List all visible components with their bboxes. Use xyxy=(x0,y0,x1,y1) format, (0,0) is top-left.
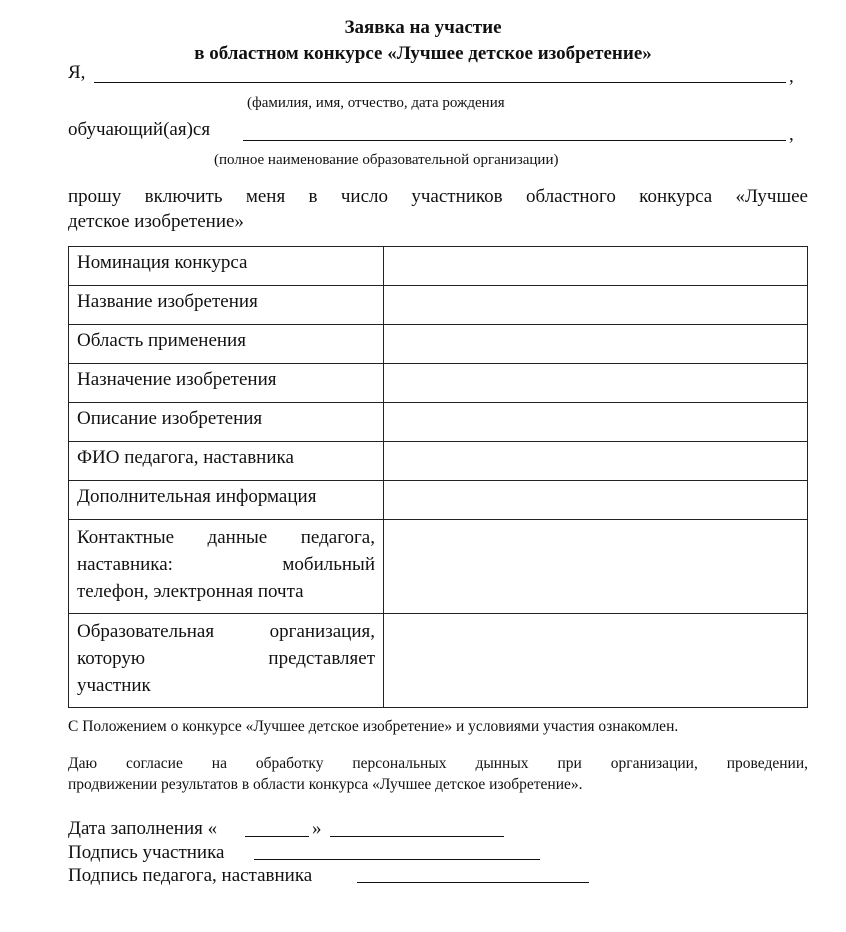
table-row xyxy=(69,442,808,481)
table-row xyxy=(69,247,808,286)
table-row xyxy=(69,520,808,614)
row-value-description[interactable] xyxy=(384,403,808,442)
date-label: Дата заполнения « xyxy=(68,818,218,839)
row-value-additional-info[interactable] xyxy=(384,481,808,520)
participant-signature-label: Подпись участника xyxy=(68,842,225,863)
table-row xyxy=(69,403,808,442)
acknowledgement-text: С Положением о конкурсе «Лучшее детское изобретение» и условиями участия ознакомлен. xyxy=(68,718,679,735)
row-label-invention-name: Название изобретения xyxy=(69,286,384,325)
consent-line-2: продвижении результатов в области конкурса «Лучшее детское изобретение». xyxy=(68,776,583,793)
date-close-quote: » xyxy=(312,818,322,839)
row-label-contact xyxy=(69,520,384,614)
contact-label-line-1: Контактные данные педагога, xyxy=(77,527,375,548)
row-value-mentor-name[interactable] xyxy=(384,442,808,481)
organization-label-line-1: Образовательная организация, xyxy=(77,621,375,642)
applicant-comma: , xyxy=(789,66,794,87)
mentor-signature-field[interactable] xyxy=(357,882,589,883)
consent-line-1: Даю согласие на обработку персональных дынных при организации, проведении, xyxy=(68,755,808,772)
row-value-nomination[interactable] xyxy=(384,247,808,286)
row-value-purpose[interactable] xyxy=(384,364,808,403)
table-row xyxy=(69,481,808,520)
school-prefix: обучающий(ая)ся xyxy=(68,119,211,140)
row-label-purpose: Назначение изобретения xyxy=(69,364,384,403)
request-line-1: прошу включить меня в число участников областного конкурса «Лучшее xyxy=(68,186,808,207)
table-row xyxy=(69,286,808,325)
table-row xyxy=(69,614,808,708)
table-row xyxy=(69,325,808,364)
applicant-prefix: Я, xyxy=(68,62,86,83)
row-label-mentor-name: ФИО педагога, наставника xyxy=(69,442,384,481)
row-value-contact[interactable] xyxy=(384,520,808,614)
row-value-invention-name[interactable] xyxy=(384,286,808,325)
row-value-organization[interactable] xyxy=(384,614,808,708)
contact-label-line-3: телефон, электронная почта xyxy=(77,581,304,602)
contact-label-line-2: наставника: мобильный xyxy=(77,554,375,575)
row-label-nomination: Номинация конкурса xyxy=(69,247,384,286)
mentor-signature-label: Подпись педагога, наставника xyxy=(68,865,313,886)
date-month-year-field[interactable] xyxy=(330,836,504,837)
applicant-name-field[interactable] xyxy=(94,82,786,83)
applicant-caption: (фамилия, имя, отчество, дата рождения xyxy=(247,95,505,111)
row-label-description: Описание изобретения xyxy=(69,403,384,442)
form-title: Заявка на участие xyxy=(344,17,502,38)
request-line-2: детское изобретение» xyxy=(68,211,244,232)
row-label-organization xyxy=(69,614,384,708)
school-name-field[interactable] xyxy=(243,140,786,141)
row-label-additional-info: Дополнительная информация xyxy=(69,481,384,520)
school-comma: , xyxy=(789,124,794,145)
row-value-application-area[interactable] xyxy=(384,325,808,364)
school-caption: (полное наименование образовательной организации) xyxy=(214,152,559,168)
table-row xyxy=(69,364,808,403)
participant-signature-field[interactable] xyxy=(254,859,540,860)
application-table xyxy=(68,246,808,708)
row-label-application-area: Область применения xyxy=(69,325,384,364)
date-day-field[interactable] xyxy=(245,836,309,837)
organization-label-line-3: участник xyxy=(77,675,151,696)
organization-label-line-2: которую представляет xyxy=(77,648,375,669)
form-subtitle: в областном конкурсе «Лучшее детское изобретение» xyxy=(194,43,652,64)
